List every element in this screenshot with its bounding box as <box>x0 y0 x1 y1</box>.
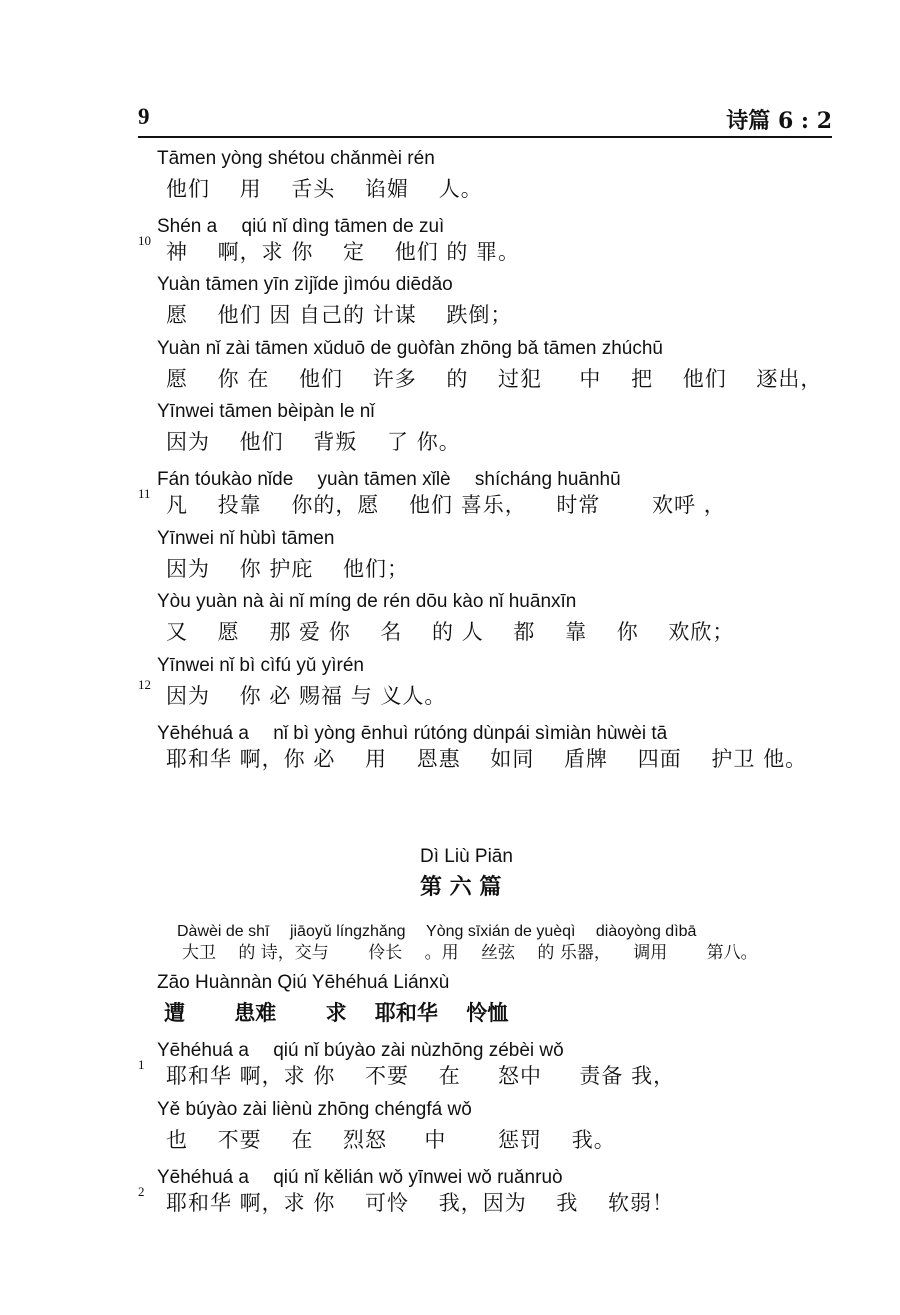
hanzi-line: 耶和华 啊，你 必 用 恩惠 如同 盾牌 四面 护卫 他。 <box>166 747 808 771</box>
hanzi-line: 又 愿 那 爱 你 名 的 人 都 靠 你 欢欣； <box>166 620 735 644</box>
pinyin-line: Yīnwei nǐ bì cìfú yǔ yìrén <box>157 655 364 676</box>
superscription-pinyin: Dàwèi de shī jiāoyǔ língzhǎng Yòng sīxián de yuèqì diàoyòng dìbā <box>177 923 697 940</box>
page-number: 9 <box>138 104 150 129</box>
pinyin-line: Yēhéhuá a qiú nǐ kělián wǒ yīnwei wǒ ruǎnruò <box>157 1167 563 1188</box>
hanzi-line: 因为 你 护庇 他们； <box>166 557 410 581</box>
hanzi-line: 耶和华 啊，求 你 可怜 我，因为 我 软弱！ <box>166 1191 675 1215</box>
pinyin-line: Yě búyào zài liènù zhōng chéngfá wǒ <box>157 1099 472 1120</box>
hanzi-line: 耶和华 啊，求 你 不要 在 怒中 责备 我， <box>166 1064 676 1088</box>
psalm-title-hanzi: 第 六 篇 <box>420 875 502 900</box>
pinyin-line: Yēhéhuá a nǐ bì yòng ēnhuì rútóng dùnpái sìmiàn hùwèi tā <box>157 723 668 744</box>
pinyin-line: Yēhéhuá a qiú nǐ búyào zài nùzhōng zébèi wǒ <box>157 1040 564 1061</box>
pinyin-line: Yòu yuàn nà ài nǐ míng de rén dōu kào nǐ huānxīn <box>157 591 577 612</box>
hanzi-line: 因为 他们 背叛 了 你。 <box>166 430 461 454</box>
running-head: 诗篇 6 : 2 <box>726 108 832 134</box>
superscription-hanzi: 大卫 的 诗，交与 伶长 。用 丝弦 的 乐器， 调用 第八。 <box>182 943 758 963</box>
hanzi-line: 因为 你 必 赐福 与 义人。 <box>166 684 447 708</box>
verse-number: 11 <box>138 486 151 501</box>
pinyin-line: Tāmen yòng shétou chǎnmèi rén <box>157 148 435 169</box>
verse-number: 10 <box>138 233 151 248</box>
hanzi-line: 也 不要 在 烈怒 中 惩罚 我。 <box>166 1128 616 1152</box>
verse-number: 12 <box>138 677 151 692</box>
hanzi-line: 愿 你 在 他们 许多 的 过犯 中 把 他们 逐出， <box>166 367 823 391</box>
page-header <box>138 104 832 138</box>
pinyin-line: Shén a qiú nǐ dìng tāmen de zuì <box>157 216 445 237</box>
hanzi-line: 他们 用 舌头 谄媚 人。 <box>166 177 483 201</box>
hanzi-line: 愿 他们 因 自己的 计谋 跌倒； <box>166 303 513 327</box>
hanzi-line: 神 啊，求 你 定 他们 的 罪。 <box>166 240 521 264</box>
section-heading-pinyin: Zāo Huànnàn Qiú Yēhéhuá Liánxù <box>157 972 450 993</box>
hanzi-line: 凡 投靠 你的，愿 他们 喜乐， 时常 欢呼 ， <box>166 493 726 517</box>
psalm-title-pinyin: Dì Liù Piān <box>420 846 513 867</box>
pinyin-line: Fán tóukào nǐde yuàn tāmen xǐlè shícháng huānhū <box>157 469 621 490</box>
section-heading-hanzi: 遭 患难 求 耶和华 怜恤 <box>164 1001 509 1025</box>
pinyin-line: Yuàn nǐ zài tāmen xǔduō de guòfàn zhōng bǎ tāmen zhúchū <box>157 338 663 359</box>
pinyin-line: Yuàn tāmen yīn zìjǐde jìmóu diēdǎo <box>157 274 453 295</box>
pinyin-line: Yīnwei tāmen bèipàn le nǐ <box>157 401 375 422</box>
verse-number: 2 <box>138 1184 145 1199</box>
pinyin-line: Yīnwei nǐ hùbì tāmen <box>157 528 335 549</box>
verse-number: 1 <box>138 1057 145 1072</box>
